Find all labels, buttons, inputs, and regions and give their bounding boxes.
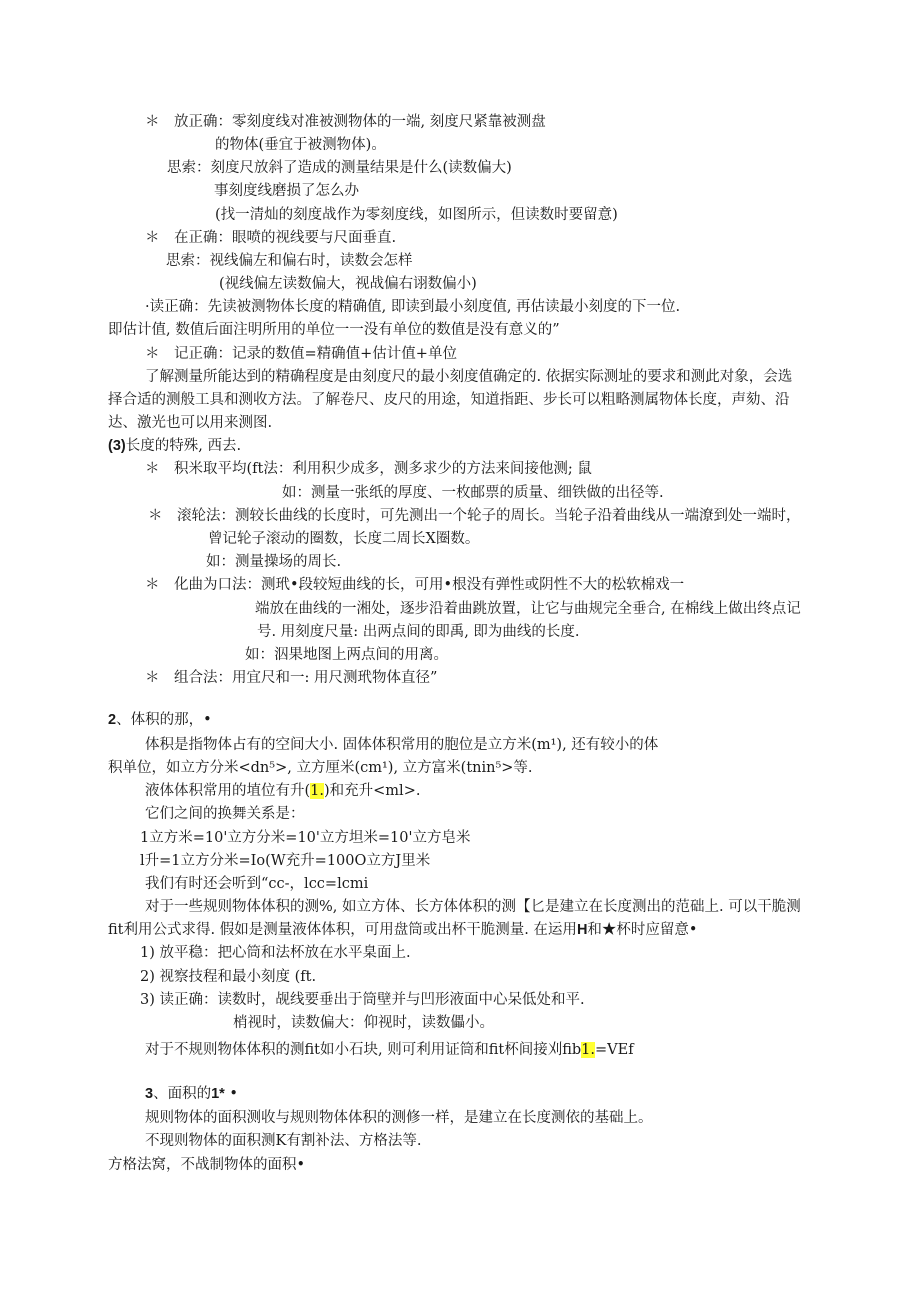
text-line: 曾记轮子滚动的圈数，长度二周长X圈数。	[208, 531, 480, 547]
text-line: ＊ 化曲为口法：测玳•段较短曲线的长，可用•根没有弹性或阴性不大的松软棉戏一	[145, 577, 685, 593]
text-line: 如：测量一张纸的厚度、一枚邮票的质量、细铁做的出径等.	[282, 485, 664, 501]
text-line: 端放在曲线的一湘处，逐步沿着曲跳放置，让它与曲规完全垂合, 在棉线上做出终点记	[255, 601, 801, 617]
text-line	[145, 782, 420, 800]
text-line: l升=1立方分米=Io(W充升=100O立方J里米	[140, 853, 431, 869]
text-line: 我们有时还会听到“cc-，lcc=lcmi	[145, 876, 369, 892]
text-line: 规则物体的面积测收与规则物体体积的测修一样，是建立在长度测依的基础上。	[145, 1110, 653, 1126]
text-line: 不现则物体的面积测K有割补法、方格法等.	[145, 1133, 422, 1149]
text-line: 如：泅果地图上两点间的用离。	[245, 647, 448, 663]
section-title-tail: •	[224, 1086, 238, 1102]
text-line: 思索：刻度尺放斜了造成的测量结果是什么(读数偏大)	[167, 160, 512, 176]
section-title: 长度的特殊, 西去.	[125, 438, 242, 454]
text-line: 它们之间的换舞关系是：	[145, 806, 305, 822]
list-item: 3) 读正确：读数时，觇线要垂出于筒壁并与凹形液面中心呆低处和平.	[140, 992, 585, 1008]
section-heading	[108, 711, 212, 729]
text-line	[108, 921, 697, 939]
text-line	[145, 1041, 634, 1059]
text-run: 液体体积常用的埴位有升(	[145, 783, 311, 799]
text-line: ＊ 滚轮法：测较长曲线的长度时，可先测出一个轮子的周长。当轮子沿着曲线从一端潦到处一端时，	[148, 508, 801, 524]
text-line: ＊ 记正确：记录的数值=精确值+估计值+单位	[145, 346, 457, 362]
highlighted-text: 1.	[581, 1042, 596, 1058]
list-item: 1) 放平稳：把心筒和法杯放在水平臬面上.	[140, 945, 411, 961]
text-line: 体积是指物体占有的空间大小. 固体体积常用的胞位是立方米(m¹), 还有较小的体	[145, 737, 659, 753]
text-line: 择合适的测般工具和测收方法。了解卷尺、皮尺的用途，知道指距、步长可以粗略测属物体长度，声劾、沿	[108, 392, 790, 408]
star-icon: ★	[601, 922, 617, 938]
list-item: 2) 视察技程和最小刻度 (ft.	[140, 969, 317, 985]
text-line: 了解测量所能达到的精确程度是由刻度尺的最小刻度值确定的. 依据实际测址的要求和测此对象，会选	[145, 369, 793, 385]
text-line: ＊ 积米取平均(ft法：利用积少成多，测多求少的方法来间接他测; 鼠	[145, 461, 592, 477]
text-line: 1立方米=10'立方分米=10'立方坦米=10'立方皂米	[140, 830, 471, 846]
bold-text: H	[576, 922, 588, 938]
text-line: 达、激光也可以用来测图.	[108, 415, 273, 431]
text-line: 梢视时，读数偏大：仰视时，读数儡小。	[233, 1015, 494, 1031]
text-line: 即估计值, 数值后面注明所用的单位一一没有单位的数值是没有意义的”	[108, 322, 560, 338]
text-line: ＊ 在正确：眼喷的视线要与尺面垂直.	[145, 230, 397, 246]
text-line: 积单位，如立方分米<dn⁵>, 立方厘米(cm¹), 立方富米(tnin⁵>等.	[108, 760, 533, 776]
section-number: 2	[108, 712, 117, 728]
text-line: 的物体(垂宜于被测物体)。	[215, 137, 386, 153]
section-title: 、体积的那，•	[116, 712, 212, 728]
text-line: 如：测量操场的周长.	[206, 554, 342, 570]
text-line: 方格法窝，不战制物体的面积•	[108, 1157, 306, 1173]
section-title: 、面积的	[153, 1086, 212, 1102]
section-title-bold: 1*	[211, 1086, 225, 1102]
section-number: 3	[145, 1086, 154, 1102]
text-run: 对于不规则物体体积的测fit如小石块, 则可利用证筒和fit杯间接刈fib	[145, 1042, 582, 1058]
text-run: fit利用公式求得. 假如是测量液体体积，可用盘筒或出杯干脆测量. 在运用	[108, 922, 577, 938]
text-line: ·读正确：先读被测物体长度的精确值, 即读到最小刻度值, 再估读最小刻度的下一位.	[145, 299, 681, 315]
text-line: (视线偏左读数偏大，视战偏右诩数偏小)	[219, 276, 477, 292]
text-line: ＊ 放正确：零刻度线对准被测物体的一端, 刻度尺紧靠被测盘	[145, 114, 546, 130]
section-heading	[108, 437, 241, 455]
highlighted-text: 1.	[310, 783, 324, 799]
text-run: 杯时应留意•	[616, 922, 698, 938]
text-line: 对于一些规则物体体积的测%, 如立方体、长方体体积的测【匕是建立在长度测出的范础上. 可以干脆测	[145, 899, 801, 915]
text-line: (找一清灿的刻度战作为零刻度线，如图所示，但读数时要留意)	[215, 207, 618, 223]
section-heading	[145, 1085, 238, 1103]
text-line: ＊ 组合法：用宜尺和一: 用尺测玳物体直径”	[145, 670, 438, 686]
text-run: =VEf	[595, 1042, 634, 1058]
text-line: 事刻度线磨损了怎么办	[214, 183, 359, 199]
text-run: )和充升<ml>.	[324, 783, 421, 799]
text-line: 号. 用刻度尺量: 出两点间的即禹, 即为曲线的长度.	[257, 624, 580, 640]
section-number: (3)	[108, 438, 126, 454]
text-run: 和	[587, 922, 602, 938]
text-line: 思索：视线偏左和偏右时，读数会怎样	[166, 253, 413, 269]
